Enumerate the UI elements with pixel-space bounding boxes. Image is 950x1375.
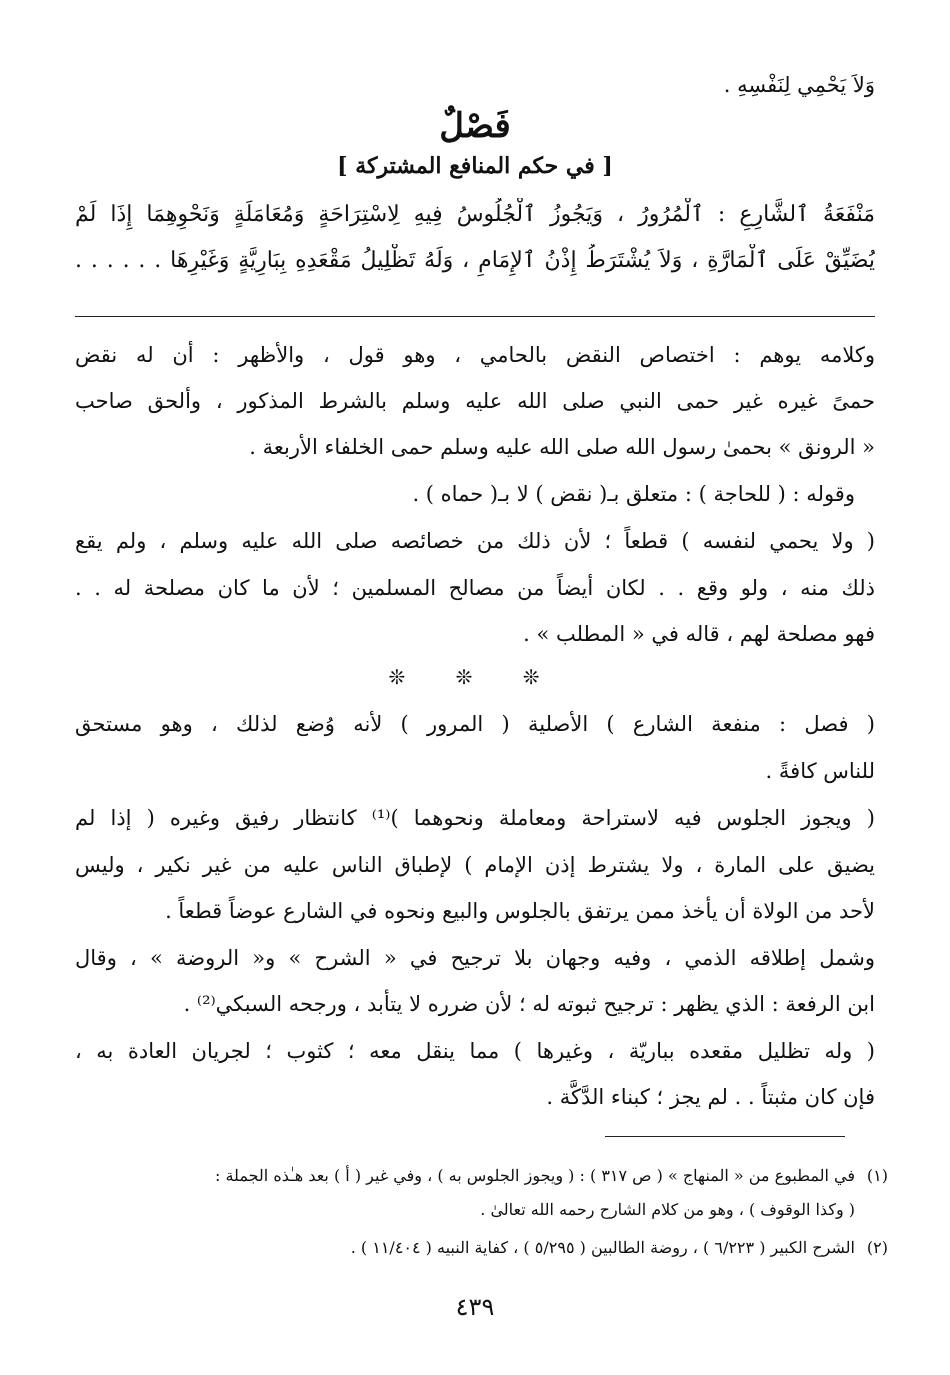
matn-divider xyxy=(75,316,875,317)
commentary-line: لأحد من الولاة أن يأخذ ممن يرتفق بالجلوس والبيع ونحوه في الشارع عوضاً قطعاً . xyxy=(165,899,875,923)
footnote-line: ( وكذا الوقوف ) ، وهو من كلام الشارح رحمه الله تعالىٰ . xyxy=(480,1200,855,1219)
footnote-line: في المطبوع من « المنهاج » ( ص ٣١٧ ) : ( ويجوز الجلوس به ) ، وفي غير ( أ ) بعد هـٰذه الجملة : xyxy=(214,1166,855,1185)
section-ornament-title: فَصْلٌ xyxy=(439,106,511,146)
section-title: [ في حكم المنافع المشتركة ] xyxy=(337,153,613,179)
commentary-line: ابن الرفعة : الذي يظهر : ترجيح ثبوته له ؛ لأن ضرره لا يتأبد ، ورجحه السبكي⁽²⁾ . xyxy=(183,992,875,1016)
footnote-divider xyxy=(605,1136,845,1137)
commentary-line: ذلك منه ، ولو وقع . . لكان أيضاً من مصالح المسلمين ؛ لأن ما كان مصلحة له . . xyxy=(75,576,875,600)
commentary-line: يضيق على المارة ، ولا يشترط إذن الإمام ) لإطباق الناس عليه من غير نكير ، وليس xyxy=(75,853,875,877)
commentary-line: ( وله تظليل مقعده بباريّة ، وغيرها ) مما ينقل معه ؛ كثوب ؛ لجريان العادة به ، xyxy=(75,1039,875,1063)
matn-line: يُضَيِّقْ عَلَى ٱلْمَارَّةِ ، وَلاَ يُشْتَرَطُ إِذْنُ ٱلإِمَامِ ، وَلَهُ تَظْلِيلُ مَقْعَدِهِ بِبَارِيَّةٍ وَغَيْرِهَا . . . . . . xyxy=(75,248,875,273)
matn-closing-line: وَلاَ يَحْمِي لِنَفْسِهِ . xyxy=(723,73,875,97)
footnote-number: (١) xyxy=(866,1166,888,1185)
commentary-line: وقوله : ( للحاجة ) : متعلق بـ( نقض ) لا بـ( حماه ) . xyxy=(412,482,855,506)
footnote-number: (٢) xyxy=(866,1238,888,1257)
footnote-line: الشرح الكبير ( ٦/٢٢٣ ) ، روضة الطالبين ( ٥/٢٩٥ ) ، كفاية النبيه ( ١١/٤٠٤ ) . xyxy=(350,1238,855,1257)
commentary-line: حمىً غيره غير حمى النبي صلى الله عليه وسلم بالشرط المذكور ، وألحق صاحب xyxy=(75,389,875,413)
commentary-line: وكلامه يوهم : اختصاص النقض بالحامي ، وهو قول ، والأظهر : أن له نقض xyxy=(75,343,875,367)
commentary-line: فإن كان مثبتاً . . لم يجز ؛ كبناء الدَّكَّة . xyxy=(546,1085,875,1109)
commentary-line: « الرونق » بحمىٰ رسول الله صلى الله عليه وسلم حمى الخلفاء الأربعة . xyxy=(249,435,875,459)
commentary-line: ( ويجوز الجلوس فيه لاستراحة ومعاملة ونحوهما )⁽¹⁾ كانتظار رفيق وغيره ( إذا لم xyxy=(75,806,875,830)
commentary-line: ( ولا يحمي لنفسه ) قطعاً ؛ لأن ذلك من خصائصه صلى الله عليه وسلم ، ولم يقع xyxy=(75,529,875,553)
commentary-line: فهو مصلحة لهم ، قاله في « المطلب » . xyxy=(523,622,875,646)
matn-line: مَنْفَعَةُ ٱلشَّارِعِ : ٱلْمُرُورُ ، وَيَجُوزُ ٱلْجُلُوسُ فِيهِ لِاسْتِرَاحَةٍ وَمُعَامَلَةٍ وَنَحْوِهِمَا إِذَا لَمْ xyxy=(75,202,875,227)
commentary-line: وشمل إطلاقه الذمي ، وفيه وجهان بلا ترجيح في « الشرح » و« الروضة » ، وقال xyxy=(75,946,875,970)
section-separator-stars: ❊ ❊ ❊ xyxy=(388,665,562,689)
page-number: ٤٣٩ xyxy=(455,1293,495,1321)
commentary-line: للناس كافةً . xyxy=(765,759,875,783)
commentary-line: ( فصل : منفعة الشارع ) الأصلية ( المرور ) لأنه وُضع لذلك ، وهو مستحق xyxy=(75,712,875,736)
